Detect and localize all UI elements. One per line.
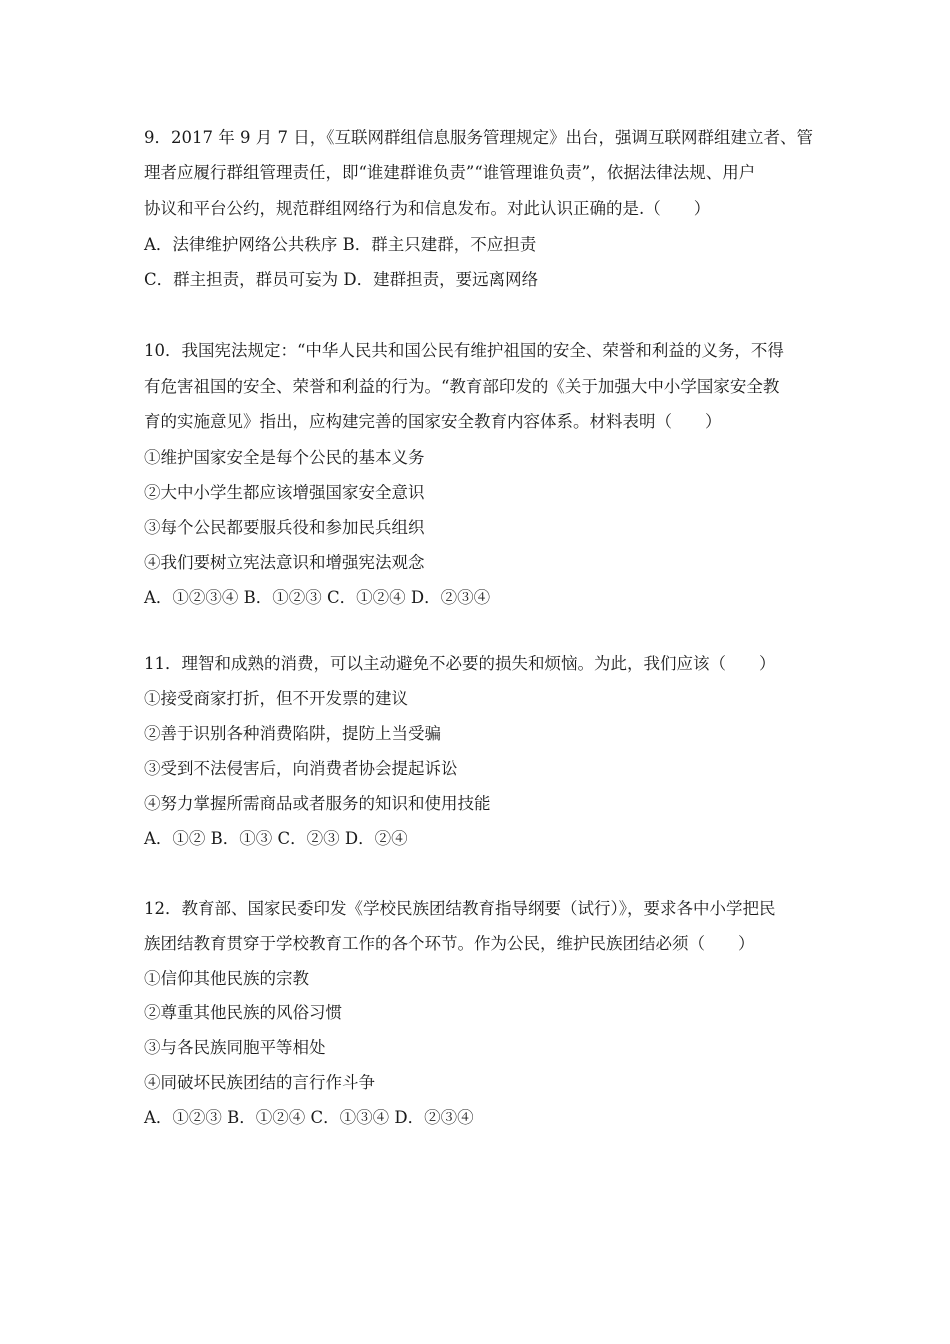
q10-stem-line-2: 有危害祖国的安全、荣誉和利益的行为。“教育部印发的《关于加强大中小学国家安全教 xyxy=(144,377,780,396)
q9-option-line-2: C．群主担责，群员可妄为 D．建群担责，要远离网络 xyxy=(144,270,539,289)
q10-item-3: ③每个公民都要服兵役和参加民兵组织 xyxy=(144,518,425,537)
q11-item-2: ②善于识别各种消费陷阱，提防上当受骗 xyxy=(144,724,441,743)
q9-option-line-1: A．法律维护网络公共秩序 B．群主只建群，不应担责 xyxy=(144,235,537,254)
q9-stem-line-2: 理者应履行群组管理责任，即“谁建群谁负责”“谁管理谁负责”，依据法律法规、用户 xyxy=(144,163,756,182)
q9-stem-line-1: 9．2017 年 9 月 7 日，《互联网群组信息服务管理规定》出台，强调互联网群组建立者、管 xyxy=(144,128,813,147)
q12-item-3: ③与各民族同胞平等相处 xyxy=(144,1038,326,1057)
q12-item-4: ④同破坏民族团结的言行作斗争 xyxy=(144,1073,375,1092)
q12-item-1: ①信仰其他民族的宗教 xyxy=(144,969,309,988)
q10-option-line-1: A．①②③④ B．①②③ C．①②④ D．②③④ xyxy=(144,588,491,607)
q10-item-2: ②大中小学生都应该增强国家安全意识 xyxy=(144,483,425,502)
q11-item-3: ③受到不法侵害后，向消费者协会提起诉讼 xyxy=(144,759,458,778)
q11-stem-line-1: 11．理智和成熟的消费，可以主动避免不必要的损失和烦恼。为此，我们应该（ ） xyxy=(144,654,776,673)
q12-stem-line-2: 族团结教育贯穿于学校教育工作的各个环节。作为公民，维护民族团结必须（ ） xyxy=(144,934,755,953)
q11-option-line-1: A．①② B．①③ C．②③ D．②④ xyxy=(144,829,408,848)
q10-stem-line-3: 育的实施意见》指出，应构建完善的国家安全教育内容体系。材料表明（ ） xyxy=(144,412,722,431)
q10-stem-line-1: 10．我国宪法规定：“中华人民共和国公民有维护祖国的安全、荣誉和利益的义务，不得 xyxy=(144,341,784,360)
q12-item-2: ②尊重其他民族的风俗习惯 xyxy=(144,1003,342,1022)
q9-stem-line-3: 协议和平台公约，规范群组网络行为和信息发布。对此认识正确的是.（ ） xyxy=(144,199,711,218)
q11-item-1: ①接受商家打折，但不开发票的建议 xyxy=(144,689,408,708)
q12-option-line-1: A．①②③ B．①②④ C．①③④ D．②③④ xyxy=(144,1108,474,1127)
q10-item-4: ④我们要树立宪法意识和增强宪法观念 xyxy=(144,553,425,572)
q10-item-1: ①维护国家安全是每个公民的基本义务 xyxy=(144,448,425,467)
q11-item-4: ④努力掌握所需商品或者服务的知识和使用技能 xyxy=(144,794,491,813)
q12-stem-line-1: 12．教育部、国家民委印发《学校民族团结教育指导纲要（试行）》，要求各中小学把民 xyxy=(144,899,776,918)
